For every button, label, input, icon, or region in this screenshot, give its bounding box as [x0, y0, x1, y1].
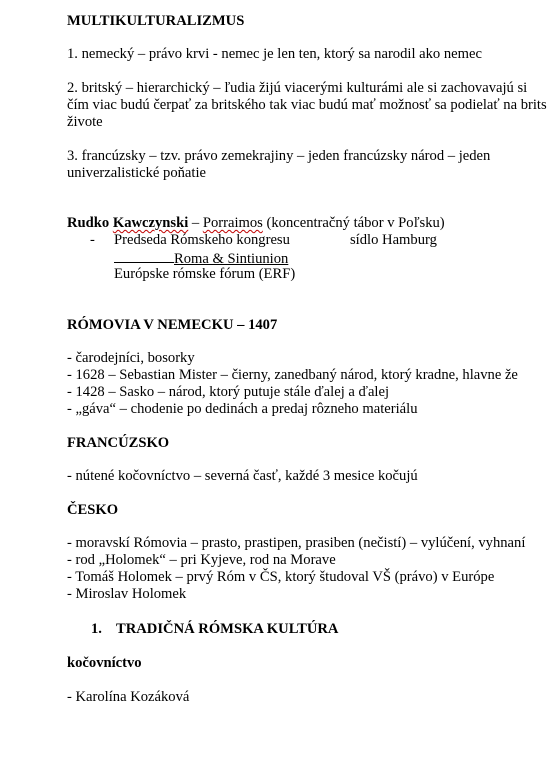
- item-british-model-line2: čím viac budú čerpať za britského tak viac budú mať možnosť sa podielať na brits: [67, 97, 547, 113]
- cesko-item-2: - rod „Holomek“ – pri Kyjeve, rod na Morave: [67, 552, 336, 568]
- congress-seat: sídlo Hamburg: [350, 232, 437, 248]
- union-name: Roma & Sintiunion: [174, 251, 289, 267]
- karolina-item: - Karolína Kozáková: [67, 689, 190, 705]
- francuzsko-item: - nútené kočovníctvo – severná časť, každé 3 mesice kočujú: [67, 468, 418, 484]
- cesko-item-1: - moravskí Rómovia – prasto, prastipen, prasiben (nečistí) – vylúčení, vyhnaní: [67, 535, 526, 551]
- romovia-item-4: - „gáva“ – chodenie po dedinách a predaj rôzneho materiálu: [67, 401, 418, 417]
- cesko-item-4: - Miroslav Holomek: [67, 586, 187, 602]
- item-french-model-line1: 3. francúzsky – tzv. právo zemekrajiny – jeden francúzsky národ – jeden: [67, 148, 491, 164]
- kocovnictvo-subheading: kočovníctvo: [67, 655, 142, 671]
- congress-bullet: -: [90, 232, 95, 248]
- heading-cesko: ČESKO: [67, 502, 119, 518]
- romovia-item-1: - čarodejníci, bosorky: [67, 350, 195, 366]
- rudko-line: [67, 215, 445, 232]
- rudko-dash: –: [188, 215, 203, 231]
- rudko-rest: (koncentračný tábor v Poľsku): [262, 215, 445, 231]
- congress-president: Predseda Rómskeho kongresu: [114, 232, 290, 248]
- union-underline-blank: [114, 249, 174, 263]
- rudko-last-name: Kawczynski: [112, 215, 189, 231]
- numbered-heading-text: TRADIČNÁ RÓMSKA KULTÚRA: [116, 621, 339, 637]
- romovia-item-2: - 1628 – Sebastian Mister – čierny, zanedbaný národ, ktorý kradne, hlavne že: [67, 367, 518, 383]
- numbered-heading-number: 1.: [91, 621, 102, 637]
- cesko-item-3: - Tomáš Holomek – prvý Róm v ČS, ktorý študoval VŠ (právo) v Európe: [67, 569, 495, 585]
- heading-romovia-nemecko: RÓMOVIA V NEMECKU – 1407: [67, 317, 278, 333]
- item-british-model-line3: živote: [67, 114, 103, 130]
- item-british-model-line1: 2. britský – hierarchický – ľudia žijú viacerými kulturámi ale si zachovavajú si: [67, 80, 528, 96]
- romovia-item-3: - 1428 – Sasko – národ, ktorý putuje stále ďalej a ďalej: [67, 384, 390, 400]
- forum-line: Európske rómske fórum (ERF): [114, 266, 296, 282]
- heading-multikulturalizmus: MULTIKULTURALIZMUS: [67, 13, 245, 29]
- item-french-model-line2: univerzalistické poňatie: [67, 165, 206, 181]
- rudko-first-name: Rudko: [67, 215, 110, 231]
- porraimos-word: Porraimos: [202, 215, 263, 231]
- item-german-model: 1. nemecký – právo krvi - nemec je len ten, ktorý sa narodil ako nemec: [67, 46, 482, 62]
- heading-francuzsko: FRANCÚZSKO: [67, 435, 170, 451]
